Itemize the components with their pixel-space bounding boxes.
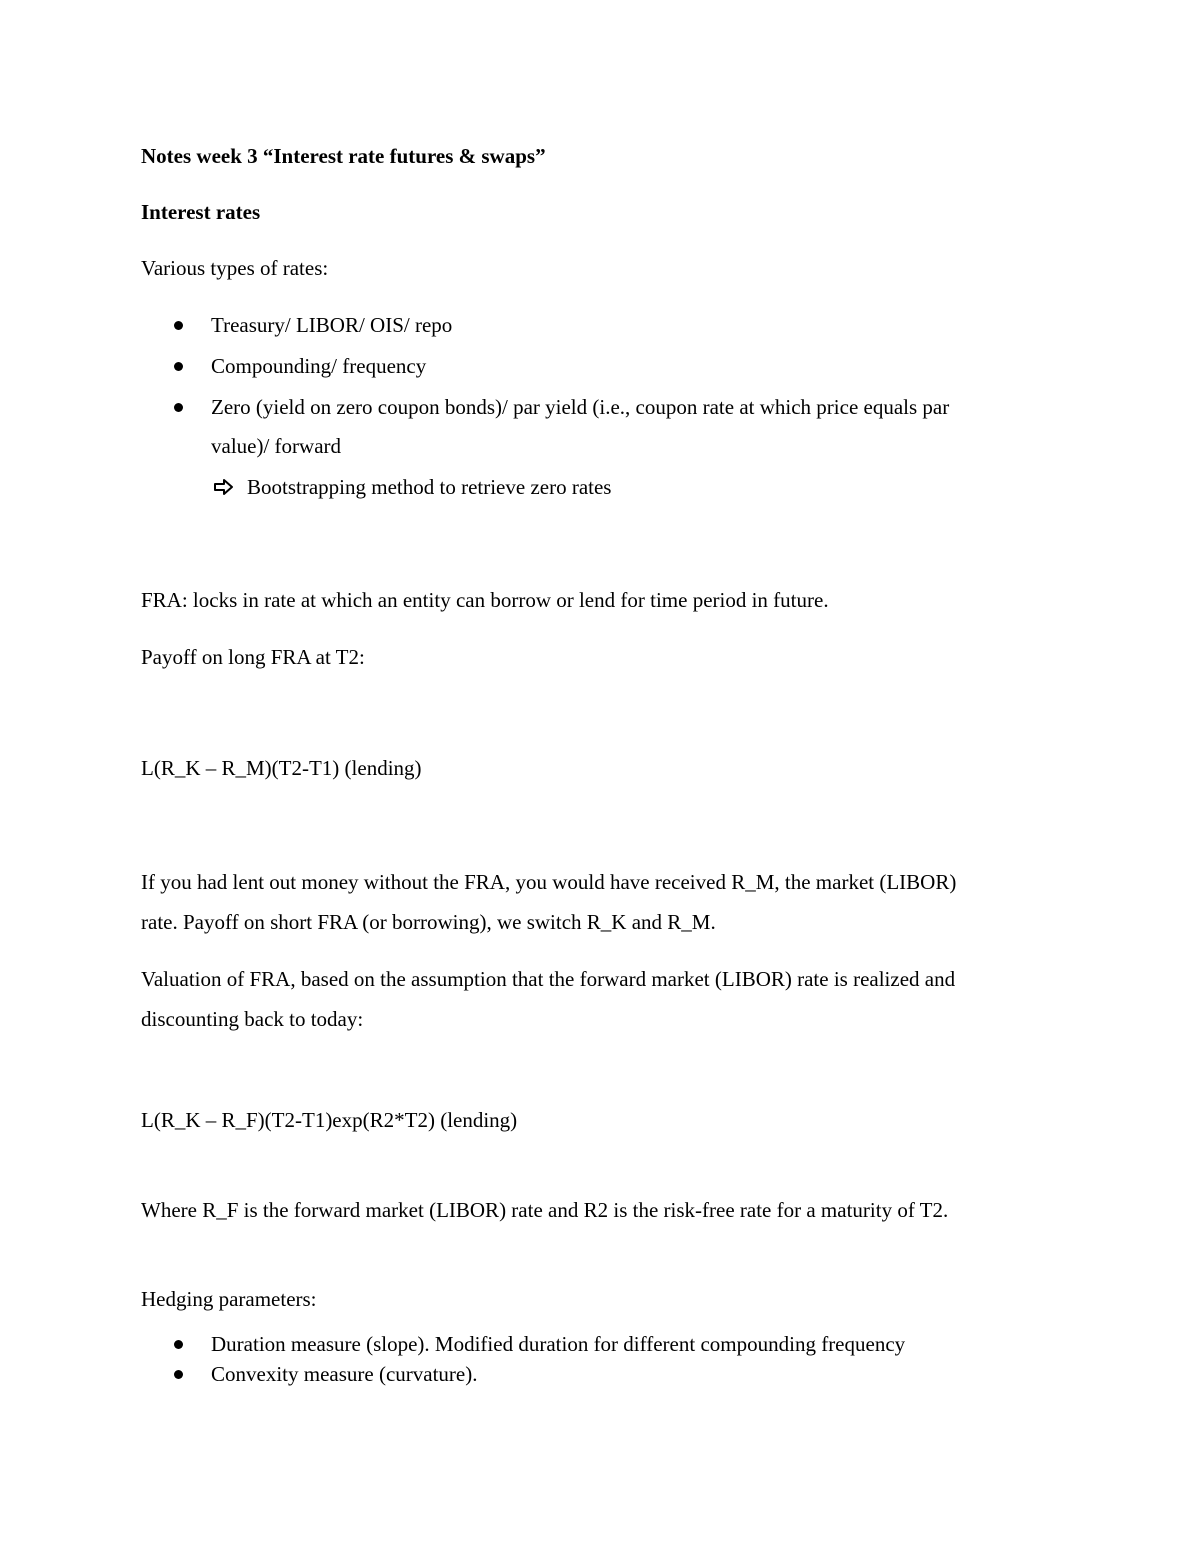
bullet-icon — [174, 362, 183, 371]
bullet-icon — [174, 321, 183, 330]
valuation-line2: discounting back to today: — [141, 1007, 364, 1031]
bullet-text: Treasury/ LIBOR/ OIS/ repo — [211, 313, 453, 337]
payoff-formula: L(R_K – R_M)(T2-T1) (lending) — [141, 756, 422, 780]
where-note: Where R_F is the forward market (LIBOR) rate and R2 is the risk-free rate for a maturity of T2. — [141, 1198, 949, 1222]
bullet-text: Compounding/ frequency — [211, 354, 427, 378]
bullet-icon — [174, 1370, 183, 1379]
bullet-text: Zero (yield on zero coupon bonds)/ par yield (i.e., coupon rate at which price equals par — [211, 395, 950, 419]
payoff-explanation-line1: If you had lent out money without the FRA, you would have received R_M, the market (LIBOR) — [141, 870, 957, 894]
types-intro: Various types of rates: — [141, 256, 329, 280]
arrow-note-text: Bootstrapping method to retrieve zero rates — [247, 475, 612, 499]
bullet-text: value)/ forward — [211, 434, 342, 458]
bullet-text: Convexity measure (curvature). — [211, 1362, 478, 1386]
bullet-text: Duration measure (slope). Modified duration for different compounding frequency — [211, 1332, 906, 1356]
fra-definition: FRA: locks in rate at which an entity can borrow or lend for time period in future. — [141, 588, 829, 612]
arrow-right-icon — [214, 478, 234, 496]
valuation-formula: L(R_K – R_F)(T2-T1)exp(R2*T2) (lending) — [141, 1108, 518, 1132]
payoff-intro: Payoff on long FRA at T2: — [141, 645, 365, 669]
document-title: Notes week 3 “Interest rate futures & swaps” — [141, 144, 546, 168]
payoff-explanation-line2: rate. Payoff on short FRA (or borrowing), we switch R_K and R_M. — [141, 910, 716, 934]
hedging-intro: Hedging parameters: — [141, 1287, 317, 1311]
bullet-icon — [174, 403, 183, 412]
section-heading: Interest rates — [141, 200, 261, 224]
bullet-icon — [174, 1340, 183, 1349]
valuation-line1: Valuation of FRA, based on the assumption that the forward market (LIBOR) rate is realized and — [141, 967, 956, 991]
